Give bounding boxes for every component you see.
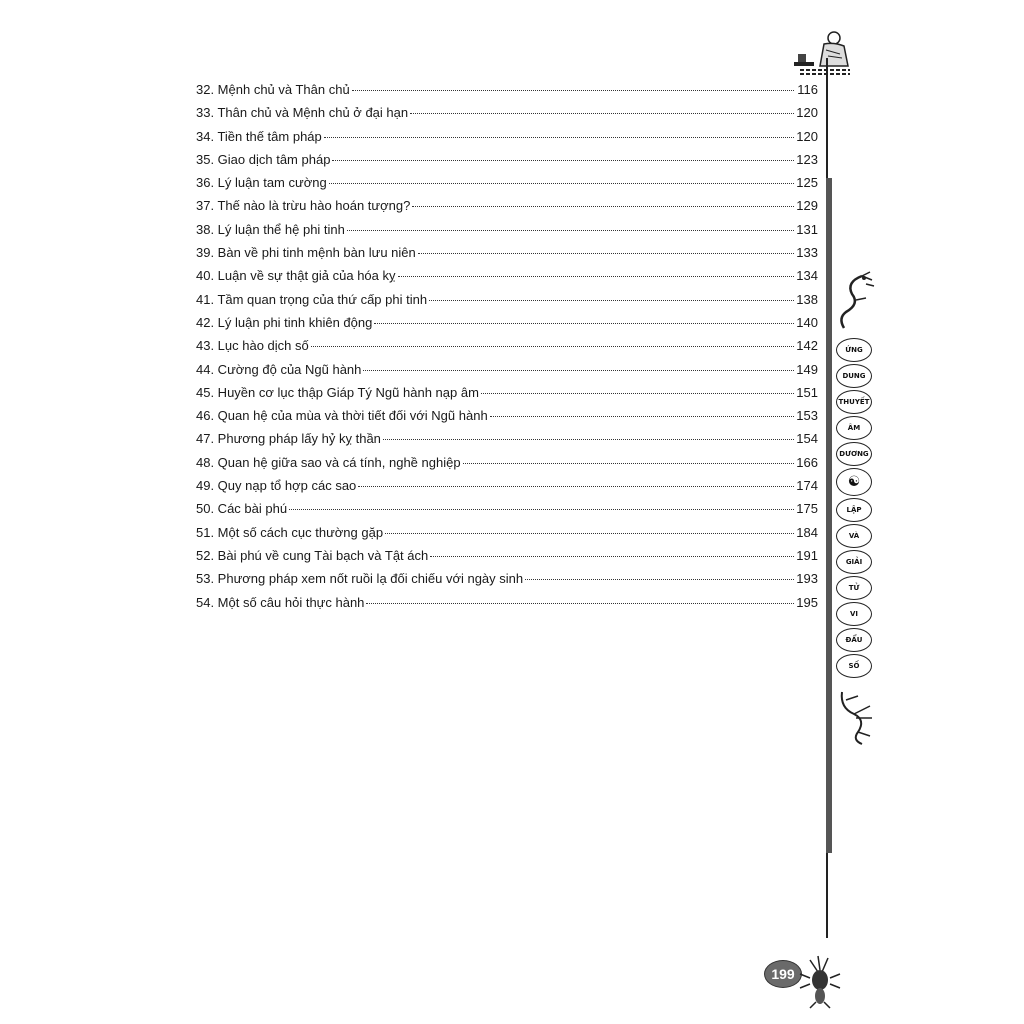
- toc-entry-title: 38. Lý luận thể hệ phi tinh: [196, 221, 345, 237]
- toc-entry-title: 39. Bàn về phi tinh mệnh bàn lưu niên: [196, 245, 416, 261]
- toc-entry-page: 191: [796, 547, 818, 563]
- toc-entry-page: 154: [796, 431, 818, 447]
- toc-entry-title: 44. Cường độ của Ngũ hành: [196, 361, 362, 377]
- toc-entry: [196, 404, 818, 427]
- toc-entry-page: 120: [796, 105, 818, 121]
- side-word-circle: LẬP: [836, 498, 872, 522]
- toc-entry: [196, 451, 818, 474]
- toc-entry-page: 151: [796, 384, 818, 400]
- dot-leader: [383, 438, 794, 440]
- toc-entry-title: 36. Lý luận tam cường: [196, 175, 327, 191]
- dot-leader: [481, 392, 794, 394]
- dot-leader: [358, 485, 794, 487]
- toc-entry: [196, 101, 818, 124]
- dot-leader: [329, 182, 794, 184]
- toc-entry-title: 37. Thế nào là trừu hào hoán tượng?: [196, 198, 411, 214]
- toc-entry-title: 45. Huyền cơ lục thập Giáp Tý Ngũ hành nạp âm: [196, 384, 479, 400]
- dot-leader: [385, 532, 794, 534]
- toc-entry-page: 149: [796, 361, 818, 377]
- toc-entry-title: 40. Luận về sự thật giả của hóa kỵ: [196, 268, 396, 284]
- side-word-circle: ĐẨU: [836, 628, 872, 652]
- dot-leader: [366, 602, 794, 604]
- toc-entry: [196, 311, 818, 334]
- side-word-circle: TỬ: [836, 576, 872, 600]
- toc-entry: [196, 358, 818, 381]
- toc-entry-title: 42. Lý luận phi tinh khiên động: [196, 314, 373, 330]
- table-of-contents: [196, 78, 818, 614]
- toc-entry-title: 33. Thân chủ và Mệnh chủ ở đại hạn: [196, 105, 409, 121]
- side-word-circle: ÂM: [836, 416, 872, 440]
- insect-ornament-icon: [796, 950, 846, 1010]
- toc-entry-page: 129: [796, 198, 818, 214]
- toc-entry-title: 47. Phương pháp lấy hỷ kỵ thần: [196, 431, 381, 447]
- dot-leader: [311, 345, 794, 347]
- toc-entry-page: 116: [797, 82, 818, 97]
- toc-entry-page: 131: [796, 221, 818, 237]
- dot-leader: [363, 369, 794, 371]
- toc-entry: [196, 194, 818, 217]
- toc-entry: [196, 591, 818, 614]
- toc-entry-title: 53. Phương pháp xem nốt ruồi lạ đối chiếu với ngày sinh: [196, 571, 524, 587]
- toc-entry: [196, 288, 818, 311]
- dot-leader: [430, 555, 794, 557]
- side-word-circle: VI: [836, 602, 872, 626]
- toc-entry-title: 49. Quy nạp tổ hợp các sao: [196, 478, 357, 494]
- dot-leader: [324, 136, 794, 138]
- side-title-circles: [836, 338, 876, 680]
- side-word-circle: THUYẾT: [836, 390, 872, 414]
- toc-entry-title: 51. Một số cách cục thường gặp: [196, 524, 384, 540]
- toc-entry-page: 174: [796, 478, 818, 494]
- toc-entry: [196, 521, 818, 544]
- toc-entry-page: 138: [796, 291, 818, 307]
- side-word-circle: DƯƠNG: [836, 442, 872, 466]
- toc-entry-page: 134: [796, 268, 818, 284]
- yin-yang-icon: ☯: [836, 468, 872, 496]
- toc-entry: [196, 148, 818, 171]
- toc-entry-title: 35. Giao dịch tâm pháp: [196, 151, 331, 167]
- toc-entry: [196, 125, 818, 148]
- phoenix-icon: [836, 688, 876, 746]
- side-word-circle: ỨNG: [836, 338, 872, 362]
- toc-entry: [196, 78, 818, 101]
- side-word-circle: DUNG: [836, 364, 872, 388]
- toc-entry-page: 166: [796, 454, 818, 470]
- toc-entry-page: 140: [796, 314, 818, 330]
- scholar-illustration-icon: [790, 28, 860, 78]
- toc-entry-title: 54. Một số câu hỏi thực hành: [196, 594, 365, 610]
- toc-entry-page: 133: [796, 245, 818, 261]
- toc-entry-title: 52. Bài phú về cung Tài bạch và Tật ách: [196, 547, 429, 563]
- side-word-circle: VÀ: [836, 524, 872, 548]
- toc-entry-title: 43. Lục hào dịch số: [196, 338, 309, 354]
- dot-leader: [525, 578, 794, 580]
- toc-entry-page: 175: [796, 501, 818, 517]
- dot-leader: [410, 112, 794, 114]
- side-word-circle: GIẢI: [836, 550, 872, 574]
- toc-entry-page: 195: [796, 594, 818, 610]
- toc-entry-page: 184: [796, 524, 818, 540]
- toc-entry-title: 34. Tiền thế tâm pháp: [196, 128, 322, 144]
- toc-entry-page: 193: [796, 571, 818, 587]
- toc-entry: [196, 497, 818, 520]
- toc-entry: [196, 381, 818, 404]
- toc-entry: [196, 241, 818, 264]
- toc-entry-page: 125: [796, 175, 818, 191]
- toc-entry-title: 41. Tầm quan trọng của thứ cấp phi tinh: [196, 291, 428, 307]
- dot-leader: [332, 159, 794, 161]
- toc-entry-page: 142: [796, 338, 818, 354]
- page-number: 199: [764, 960, 802, 988]
- toc-entry-title: 32. Mệnh chủ và Thân chủ: [196, 82, 350, 97]
- toc-entry: [196, 334, 818, 357]
- toc-entry-title: 50. Các bài phú: [196, 501, 288, 517]
- dot-leader: [418, 252, 794, 254]
- dot-leader: [490, 415, 794, 417]
- side-word-circle: SỐ: [836, 654, 872, 678]
- toc-entry-page: 123: [796, 151, 818, 167]
- toc-entry: [196, 474, 818, 497]
- toc-entry: [196, 171, 818, 194]
- toc-entry-title: 46. Quan hệ của mùa và thời tiết đối với Ngũ hành: [196, 408, 488, 424]
- toc-entry: [196, 544, 818, 567]
- dot-leader: [289, 508, 794, 510]
- dot-leader: [429, 299, 794, 301]
- dot-leader: [374, 322, 794, 324]
- toc-entry: [196, 427, 818, 450]
- dot-leader: [412, 205, 794, 207]
- toc-entry-page: 153: [796, 408, 818, 424]
- toc-entry: [196, 264, 818, 287]
- toc-entry-page: 120: [796, 128, 818, 144]
- toc-entry: [196, 567, 818, 590]
- dot-leader: [463, 462, 794, 464]
- toc-entry-title: 48. Quan hệ giữa sao và cá tính, nghề nghiệp: [196, 454, 461, 470]
- dot-leader: [347, 229, 794, 231]
- dragon-icon: [832, 270, 878, 332]
- dot-leader: [352, 89, 794, 91]
- toc-entry: [196, 218, 818, 241]
- dot-leader: [398, 275, 794, 277]
